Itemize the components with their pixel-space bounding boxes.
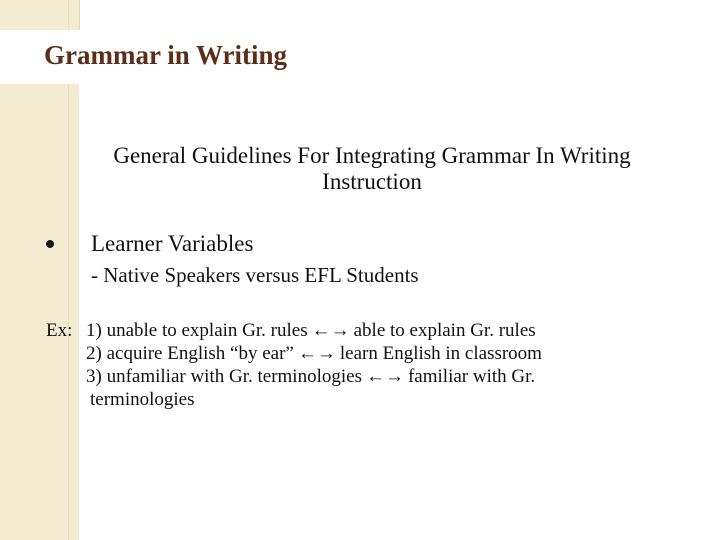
bullet-text: Learner Variables: [91, 231, 254, 256]
example-line-2: [46, 342, 542, 365]
example-left-text: 2) acquire English “by ear”: [86, 343, 294, 364]
slide-title: Grammar in Writing: [44, 40, 287, 70]
sub-bullet-text: - Native Speakers versus EFL Students: [91, 263, 419, 287]
example-right-text: familiar with Gr.: [407, 366, 536, 387]
example-left-text: 3) unfamiliar with Gr. terminologies: [86, 366, 362, 387]
double-arrow-icon: ←→: [297, 343, 336, 364]
example-left-text: 1) unable to explain Gr. rules: [86, 320, 308, 341]
slide-subtitle: General Guidelines For Integrating Grammar In Writing Instruction: [113, 143, 631, 194]
example-line-3-continuation: terminologies: [90, 389, 195, 410]
double-arrow-icon: ←→: [311, 320, 350, 341]
example-right-text: learn English in classroom: [339, 343, 542, 364]
example-line-1: [46, 319, 542, 342]
example-block: [46, 319, 542, 411]
double-arrow-icon: ←→: [365, 366, 404, 387]
example-line-3: [46, 365, 542, 388]
example-prefix: Ex:: [46, 320, 73, 341]
example-right-text: able to explain Gr. rules: [353, 320, 536, 341]
bullet-dot-icon: [46, 240, 54, 248]
